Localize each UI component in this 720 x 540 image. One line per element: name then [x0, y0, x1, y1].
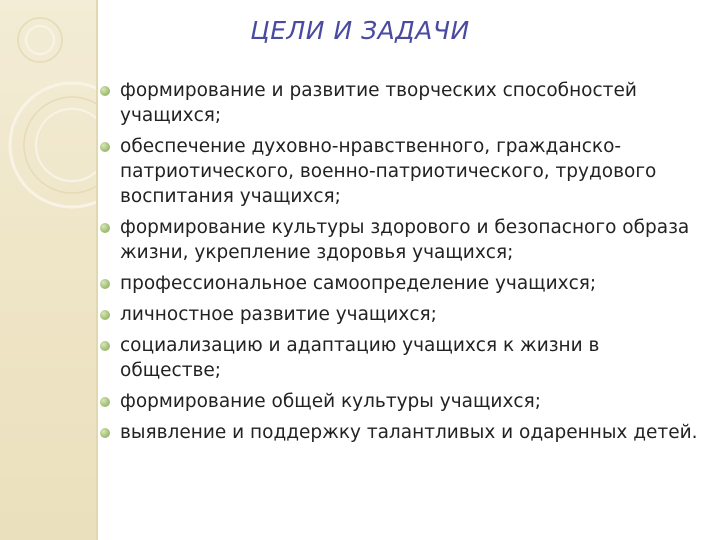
bullet-item: [100, 215, 700, 265]
bullet-text: профессиональное самоопределение учащихся;: [120, 273, 597, 294]
bullet-text: обеспечение духовно-нравственного, гражданско-патриотического, военно-патриотического, трудового воспитания учащихся;: [120, 136, 657, 207]
bullet-dot-icon: [100, 341, 110, 351]
slide-title: ЦЕЛИ И ЗАДАЧИ: [250, 16, 470, 45]
bullet-item: [100, 302, 700, 327]
bullet-item: [100, 389, 700, 414]
side-panel-edge: [96, 0, 98, 540]
bullet-dot-icon: [100, 279, 110, 289]
bullet-dot-icon: [100, 428, 110, 438]
bullet-dot-icon: [100, 142, 110, 152]
decorative-side-panel: [0, 0, 98, 540]
decorative-circles: [0, 0, 98, 540]
bullet-dot-icon: [100, 310, 110, 320]
bullet-text: формирование общей культуры учащихся;: [120, 391, 541, 412]
bullet-dot-icon: [100, 397, 110, 407]
bullet-list: [100, 78, 700, 451]
bullet-dot-icon: [100, 223, 110, 233]
bullet-text: социализацию и адаптацию учащихся к жизни в обществе;: [120, 335, 600, 381]
bullet-text: формирование культуры здорового и безопасного образа жизни, укрепление здоровья учащихся;: [120, 217, 690, 263]
bullet-item: [100, 271, 700, 296]
bullet-item: [100, 78, 700, 128]
bullet-text: выявление и поддержку талантливых и одаренных детей.: [120, 422, 698, 443]
bullet-item: [100, 134, 700, 209]
bullet-item: [100, 333, 700, 383]
bullet-text: формирование и развитие творческих способностей учащихся;: [120, 80, 637, 126]
bullet-dot-icon: [100, 86, 110, 96]
bullet-text: личностное развитие учащихся;: [120, 304, 437, 325]
bullet-item: [100, 420, 700, 445]
